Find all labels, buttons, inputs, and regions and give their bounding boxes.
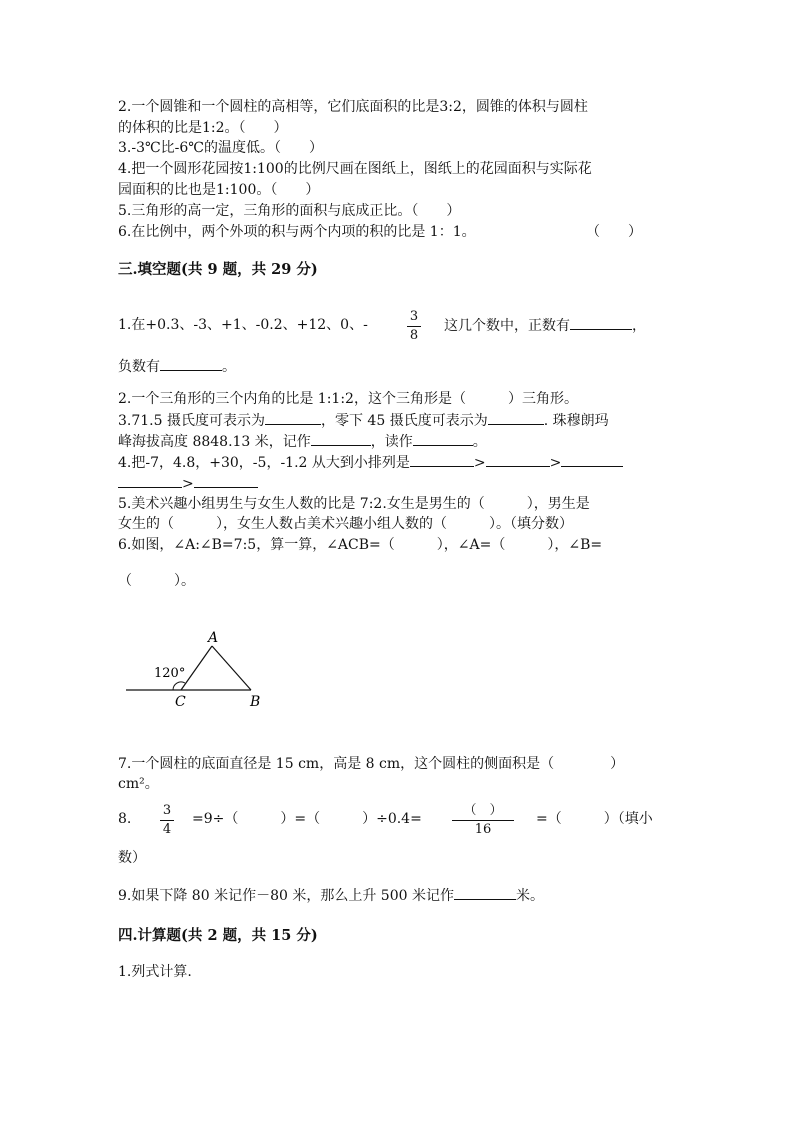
fill-q9-unit: 米。 bbox=[515, 888, 544, 904]
calc-q1: 1.列式计算. bbox=[118, 964, 192, 980]
judge-q5: 5.三角形的高一定，三角形的面积与底成正比。（ ） bbox=[118, 203, 461, 219]
judge-q2-line2: 的体积的比是1:2。（ ） bbox=[118, 120, 288, 136]
fill-q5-line2: 女生的（ ），女生人数占美术兴趣小组人数的（ ）。（填分数） bbox=[118, 516, 573, 532]
answer-blank[interactable] bbox=[413, 431, 473, 446]
punct: 。 bbox=[472, 434, 487, 450]
fill-q8-line2: 数） bbox=[118, 850, 146, 866]
fill-q7-line1: 7.一个圆柱的底面直径是 15 cm，高是 8 cm，这个圆柱的侧面积是（ ） bbox=[118, 756, 625, 772]
answer-blank[interactable] bbox=[410, 452, 474, 467]
fill-q3-text-c: . 珠穆朗玛 bbox=[543, 413, 609, 429]
fraction-denominator: 16 bbox=[474, 822, 492, 837]
side-ab bbox=[212, 646, 251, 690]
vertex-label-b: B bbox=[250, 694, 261, 710]
vertex-label-a: A bbox=[208, 630, 219, 646]
fill-q2: 2.一个三角形的三个内角的比是 1:1:2，这个三角形是（ ）三角形。 bbox=[118, 391, 578, 407]
fill-q4-line1 bbox=[118, 452, 623, 473]
fill-q8-middle: =9÷（ ）=（ ）÷0.4= bbox=[192, 811, 422, 827]
fill-q3-line1 bbox=[118, 410, 609, 431]
answer-blank[interactable] bbox=[488, 410, 544, 425]
fraction-numerator: 3 bbox=[409, 309, 419, 324]
fill-q1-text2 bbox=[444, 315, 646, 336]
fill-q1-negative-label: 负数有 bbox=[118, 359, 160, 375]
fill-q5-line1: 5.美术兴趣小组男生与女生人数的比是 7:2.女生是男生的（ ），男生是 bbox=[118, 496, 590, 512]
fraction-numerator: （ ） bbox=[463, 803, 503, 818]
judge-q6: 6.在比例中，两个外项的积与两个内项的积的比是 1：1。 bbox=[118, 224, 476, 240]
fill-q3-text-e: ，读作 bbox=[370, 434, 413, 450]
greater-than: > bbox=[182, 476, 194, 492]
judge-q3: 3.-3℃比-6℃的温度低。（ ） bbox=[118, 140, 323, 156]
fill-q9-text: 9.如果下降 80 米记作－80 米，那么上升 500 米记作 bbox=[118, 888, 454, 904]
section-heading-calculation: 四.计算题(共 2 题，共 15 分) bbox=[118, 927, 318, 944]
angle-label: 120° bbox=[154, 666, 186, 681]
fraction-denominator: 4 bbox=[162, 822, 172, 837]
punct: ， bbox=[632, 318, 646, 334]
answer-blank[interactable] bbox=[561, 452, 623, 467]
fraction-numerator: 3 bbox=[162, 803, 172, 818]
section-heading-fill-blank: 三.填空题(共 9 题，共 29 分) bbox=[118, 261, 318, 278]
answer-blank[interactable] bbox=[118, 473, 182, 488]
fill-q8-end: =（ ）（填小 bbox=[536, 811, 653, 827]
judge-q2-line1: 2.一个圆锥和一个圆柱的高相等，它们底面积的比是3:2，圆锥的体积与圆柱 bbox=[118, 99, 588, 115]
answer-blank[interactable] bbox=[454, 885, 516, 900]
fill-q4-text: 4.把-7，4.8，+30，-5，-1.2 从大到小排列是 bbox=[118, 455, 410, 471]
answer-blank[interactable] bbox=[311, 431, 371, 446]
side-ca bbox=[181, 646, 212, 690]
fill-q3-text-d: 峰海拔高度 8848.13 米，记作 bbox=[118, 434, 311, 450]
fill-q6-line2: （ ）。 bbox=[118, 573, 195, 589]
punct: 。 bbox=[222, 359, 236, 375]
judge-q6-answer-paren: （ ） bbox=[586, 224, 642, 240]
judge-q4-line1: 4.把一个圆形花园按1:100的比例尺画在图纸上，图纸上的花园面积与实际花 bbox=[118, 161, 592, 177]
answer-blank[interactable] bbox=[486, 452, 550, 467]
answer-blank-negative[interactable] bbox=[160, 356, 222, 371]
answer-blank-positive[interactable] bbox=[570, 315, 632, 330]
fill-q4-line2 bbox=[118, 473, 258, 494]
fill-q6-line1: 6.如图，∠A:∠B=7:5，算一算，∠ACB=（ ），∠A=（ ），∠B= bbox=[118, 537, 603, 553]
fill-q3-line2 bbox=[118, 431, 487, 452]
judge-q4-line2: 园面积的比也是1:100。（ ） bbox=[118, 182, 320, 198]
vertex-label-c: C bbox=[175, 694, 186, 710]
fill-q9 bbox=[118, 885, 544, 906]
fill-q8-fraction bbox=[160, 803, 174, 838]
fill-q7-line2: cm²。 bbox=[118, 776, 159, 792]
fill-q1-text: 1.在+0.3、-3、+1、-0.2、+12、0、- bbox=[118, 317, 368, 333]
fraction-denominator: 8 bbox=[409, 328, 419, 343]
fill-q3-text-b: ，零下 45 摄氏度可表示为 bbox=[320, 413, 488, 429]
fill-q1-positive-label: 这几个数中，正数有 bbox=[444, 318, 570, 334]
fill-q8-fraction2 bbox=[452, 803, 514, 838]
fill-q1-fraction bbox=[407, 309, 421, 344]
answer-blank[interactable] bbox=[265, 410, 321, 425]
fill-q3-text-a: 3.71.5 摄氏度可表示为 bbox=[118, 413, 265, 429]
greater-than: > bbox=[473, 455, 486, 471]
fill-q1-negative bbox=[118, 356, 236, 377]
fill-q8-number: 8. bbox=[118, 811, 132, 827]
answer-blank[interactable] bbox=[194, 473, 258, 488]
greater-than: > bbox=[549, 455, 562, 471]
triangle-figure bbox=[118, 625, 278, 715]
